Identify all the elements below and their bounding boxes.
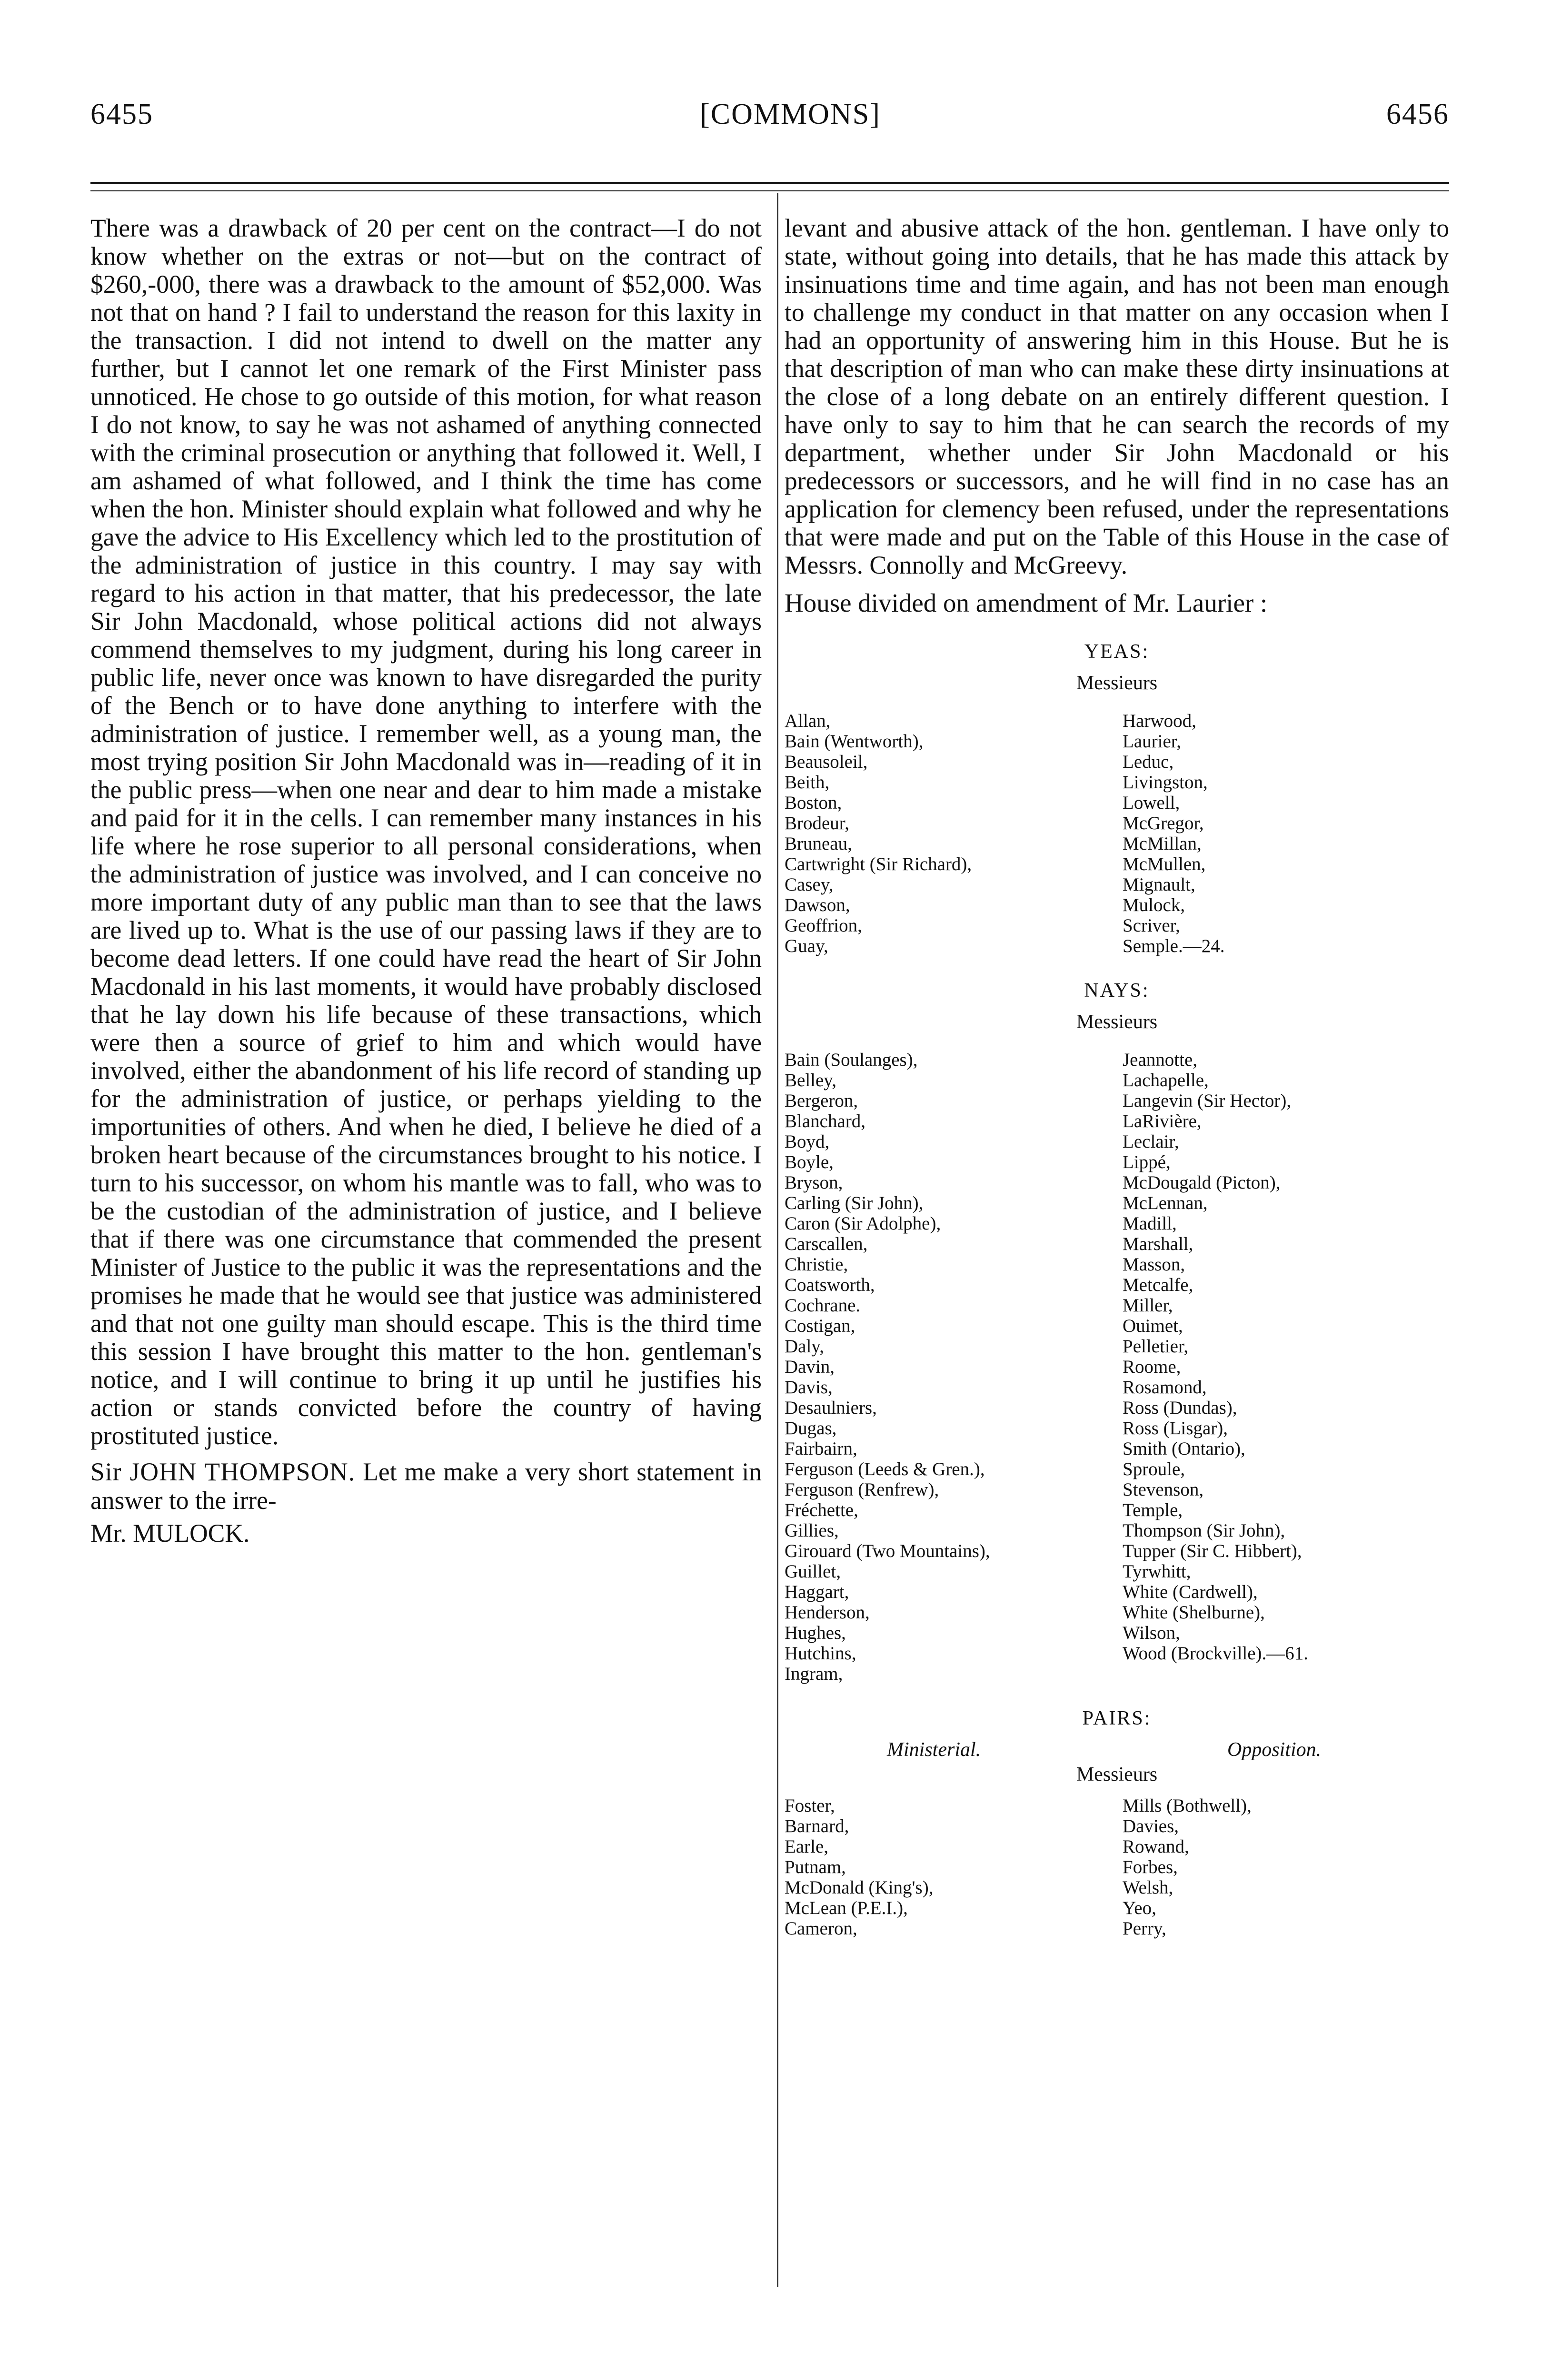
member-name: Davin,	[785, 1357, 835, 1377]
member-name: Dugas,	[785, 1418, 837, 1438]
member-name: Bain (Soulanges),	[785, 1050, 918, 1070]
member-name: Lippé,	[1123, 1152, 1171, 1172]
member-name: Roome,	[1123, 1357, 1181, 1377]
member-name: Foster,	[785, 1795, 835, 1816]
member-name: McMillan,	[1123, 833, 1202, 854]
yeas-col1	[785, 711, 1123, 956]
nays-messieurs: Messieurs	[1076, 1011, 1158, 1033]
member-name: Boston,	[785, 793, 842, 813]
member-name: Mignault,	[1123, 874, 1195, 895]
member-name: Stevenson,	[1123, 1479, 1204, 1500]
member-name: Lowell,	[1123, 793, 1180, 813]
member-name: Cochrane.	[785, 1295, 861, 1316]
member-name: Bergeron,	[785, 1091, 858, 1111]
left-column	[90, 214, 762, 1548]
speaker-paragraph	[90, 1458, 762, 1515]
member-name: Cartwright (Sir Richard),	[785, 854, 972, 874]
member-name: McLennan,	[1123, 1193, 1208, 1213]
member-name: McDougald (Picton),	[1123, 1172, 1281, 1193]
nays-col1	[785, 1050, 1123, 1684]
right-column	[785, 214, 1449, 1939]
member-name: Ingram,	[785, 1664, 843, 1684]
member-name: Cameron,	[785, 1918, 857, 1939]
member-name: Fairbairn,	[785, 1438, 857, 1459]
member-name: Thompson (Sir John),	[1123, 1520, 1285, 1541]
member-name: Perry,	[1123, 1918, 1166, 1939]
member-name: Mills (Bothwell),	[1123, 1795, 1252, 1816]
member-name: Beith,	[785, 772, 830, 793]
nays-col2	[1123, 1050, 1446, 1684]
page-number-left: 6455	[90, 98, 153, 130]
yeas-col2	[1123, 711, 1446, 956]
member-name: Harwood,	[1123, 711, 1196, 731]
member-name: White (Cardwell),	[1123, 1582, 1258, 1602]
member-name: Boyle,	[785, 1152, 834, 1172]
member-name: Scriver,	[1123, 915, 1180, 936]
member-name: Davis,	[785, 1377, 833, 1398]
member-name: Boyd,	[785, 1131, 830, 1152]
member-name: Ferguson (Leeds & Gren.),	[785, 1459, 985, 1479]
member-name: Metcalfe,	[1123, 1275, 1193, 1295]
speaker-name: Sir JOHN THOMPSON.	[90, 1458, 356, 1486]
member-name: Haggart,	[785, 1582, 849, 1602]
member-name: Gillies,	[785, 1520, 839, 1541]
member-name: Guay,	[785, 936, 828, 956]
member-name: Rowand,	[1123, 1836, 1189, 1857]
running-header: [COMMONS]	[700, 98, 881, 130]
member-name: Madill,	[1123, 1213, 1177, 1234]
member-name: Lachapelle,	[1123, 1070, 1209, 1091]
member-name: Dawson,	[785, 895, 850, 915]
member-name: Ross (Lisgar),	[1123, 1418, 1228, 1438]
pairs-col1	[785, 1795, 1123, 1939]
ministerial-heading: Ministerial.	[887, 1739, 981, 1761]
member-name: Ouimet,	[1123, 1316, 1183, 1336]
member-name: Jeannotte,	[1123, 1050, 1198, 1070]
page-number-right: 6456	[1386, 98, 1449, 130]
member-name: Henderson,	[785, 1602, 870, 1623]
member-name: Daly,	[785, 1336, 825, 1357]
speech-text: There was a drawback of 20 per cent on the contract—I do not know whether on the extras or not—but on the contract of $260,-000, there was a drawback to the amount of $52,000. Was not that on hand ? I fail to understand the reason for this laxity in the transaction. I did not intend to dwell on the matter any further, but I cannot let one remark of the First Minister pass unnoticed. He chose to go outside of this motion, for what reason I do not know, to say he was not ashamed of anything connected with the criminal prosecution or anything that followed it. Well, I am ashamed of what followed, and I think the time has come when the hon. Minister should explain what followed and why he gave the advice to His Excellency which led to the prostitution of the administration of justice in this country. I may say with regard to his action in that matter, that his predecessor, the late Sir John Macdonald, whose political actions did not always commend themselves to my judgment, during his long career in public life, never once was known to have disregarded the purity of the Bench or to have done anything to interfere with the administration of justice. I remember well, as a young man, the most trying position Sir John Macdonald was in—reading of it in the public press—when one near and dear to him made a mistake and paid for it in the cells. I can remember many instances in his life where he rose superior to all personal considerations, when the administration of justice was involved, and I can conceive no more important duty of any public man than to see that the laws are lived up to. What is the use of our passing laws if they are to become dead letters. If one could have read the heart of Sir John Macdonald in his last moments, it would have probably disclosed that he lay down his life because of these transactions, which were then a source of grief to him and which would have involved, either the abandonment of his life record of standing up for the administration of justice, or perhaps yielding to the importunities of others. And when he died, I believe he died of a broken heart because of the circumstances brought to his notice. I turn to his successor, on whom his mantle was to fall, who was to be the custodian of the administration of justice, and I believe that if there was one circumstance that commended the present Minister of Justice to the public it was the representations and the promises he made that he would see that justice was administered and that not one guilty man should escape. This is the third time this session I have brought this matter to the hon. gentleman's notice, and I will continue to bring it up until he justifies his action or stands convicted before the country of having prostituted justice.	[90, 214, 762, 1450]
yeas-heading: YEAS:	[1084, 641, 1150, 663]
nays-heading: NAYS:	[1084, 980, 1150, 1002]
member-name: Wood (Brockville).—61.	[1123, 1643, 1309, 1664]
member-name: Hughes,	[785, 1623, 846, 1643]
member-name: Rosamond,	[1123, 1377, 1207, 1398]
member-name: Christie,	[785, 1254, 848, 1275]
member-name: Langevin (Sir Hector),	[1123, 1091, 1292, 1111]
member-name: Allan,	[785, 711, 831, 731]
member-name: Ross (Dundas),	[1123, 1398, 1237, 1418]
member-name: Sproule,	[1123, 1459, 1185, 1479]
member-name: Belley,	[785, 1070, 837, 1091]
member-name: Ferguson (Renfrew),	[785, 1479, 939, 1500]
speaker-text: Let me make a very short statement in answer to the irre-	[90, 1458, 762, 1515]
member-name: Hutchins,	[785, 1643, 856, 1664]
member-name: Marshall,	[1123, 1234, 1193, 1254]
member-name: Costigan,	[785, 1316, 855, 1336]
member-name: Laurier,	[1123, 731, 1181, 752]
member-name: Earle,	[785, 1836, 829, 1857]
member-name: Davies,	[1123, 1816, 1179, 1836]
member-name: Girouard (Two Mountains),	[785, 1541, 990, 1561]
header-rule-thin	[90, 190, 1449, 191]
pairs-heading: PAIRS:	[1082, 1707, 1152, 1729]
member-name: Casey,	[785, 874, 834, 895]
member-name: Fréchette,	[785, 1500, 858, 1520]
column-attribution: Mr. MULOCK.	[90, 1519, 250, 1547]
member-name: Livingston,	[1123, 772, 1208, 793]
member-name: Masson,	[1123, 1254, 1185, 1275]
column-divider	[777, 193, 778, 2287]
member-name: McDonald (King's),	[785, 1877, 934, 1898]
member-name: Tyrwhitt,	[1123, 1561, 1191, 1582]
member-name: Welsh,	[1123, 1877, 1173, 1898]
member-name: McGregor,	[1123, 813, 1204, 833]
member-name: Blanchard,	[785, 1111, 866, 1131]
member-name: McMullen,	[1123, 854, 1206, 874]
member-name: Desaulniers,	[785, 1398, 877, 1418]
nays-list	[785, 1050, 1449, 1684]
member-name: Guillet,	[785, 1561, 841, 1582]
member-name: Leclair,	[1123, 1131, 1179, 1152]
member-name: Bain (Wentworth),	[785, 731, 924, 752]
pairs-col2	[1123, 1795, 1446, 1939]
member-name: White (Shelburne),	[1123, 1602, 1265, 1623]
header-rule	[90, 182, 1449, 184]
member-name: LaRivière,	[1123, 1111, 1202, 1131]
pairs-list	[785, 1795, 1449, 1939]
member-name: Coatsworth,	[785, 1275, 875, 1295]
member-name: Yeo,	[1123, 1898, 1156, 1918]
member-name: Miller,	[1123, 1295, 1173, 1316]
member-name: Forbes,	[1123, 1857, 1178, 1877]
yeas-list	[785, 711, 1449, 956]
member-name: Temple,	[1123, 1500, 1183, 1520]
member-name: Semple.—24.	[1123, 936, 1225, 956]
member-name: Putnam,	[785, 1857, 846, 1877]
opposition-heading: Opposition.	[1227, 1739, 1322, 1761]
member-name: Carling (Sir John),	[785, 1193, 924, 1213]
continuation-text: levant and abusive attack of the hon. gentleman. I have only to state, without going into details, that he has made this attack by insinuations time and time again, and has not been man enough to challenge my conduct in that matter on any occasion when I had an opportunity of answering him in this House. But he is that description of man who can make these dirty insinuations at the close of a long debate on an entirely different question. I have only to say to him that he can search the records of my department, whether under Sir John Macdonald or his predecessors or successors, and he will find in no case has an application for clemency been refused, under the representations that were made and put on the Table of this House in the case of Messrs. Connolly and McGreevy.	[785, 214, 1449, 579]
member-name: Caron (Sir Adolphe),	[785, 1213, 941, 1234]
member-name: Beausoleil,	[785, 752, 868, 772]
pairs-messieurs: Messieurs	[1076, 1764, 1158, 1785]
member-name: Bruneau,	[785, 833, 852, 854]
member-name: McLean (P.E.I.),	[785, 1898, 908, 1918]
member-name: Brodeur,	[785, 813, 849, 833]
member-name: Geoffrion,	[785, 915, 862, 936]
member-name: Wilson,	[1123, 1623, 1180, 1643]
division-statement: House divided on amendment of Mr. Laurier :	[785, 588, 1268, 617]
yeas-messieurs: Messieurs	[1076, 672, 1158, 694]
member-name: Tupper (Sir C. Hibbert),	[1123, 1541, 1302, 1561]
member-name: Carscallen,	[785, 1234, 868, 1254]
pairs-side-headings	[785, 1738, 1449, 1761]
member-name: Barnard,	[785, 1816, 849, 1836]
member-name: Leduc,	[1123, 752, 1174, 772]
member-name: Bryson,	[785, 1172, 843, 1193]
member-name: Mulock,	[1123, 895, 1185, 915]
member-name: Smith (Ontario),	[1123, 1438, 1245, 1459]
member-name: Pelletier,	[1123, 1336, 1189, 1357]
